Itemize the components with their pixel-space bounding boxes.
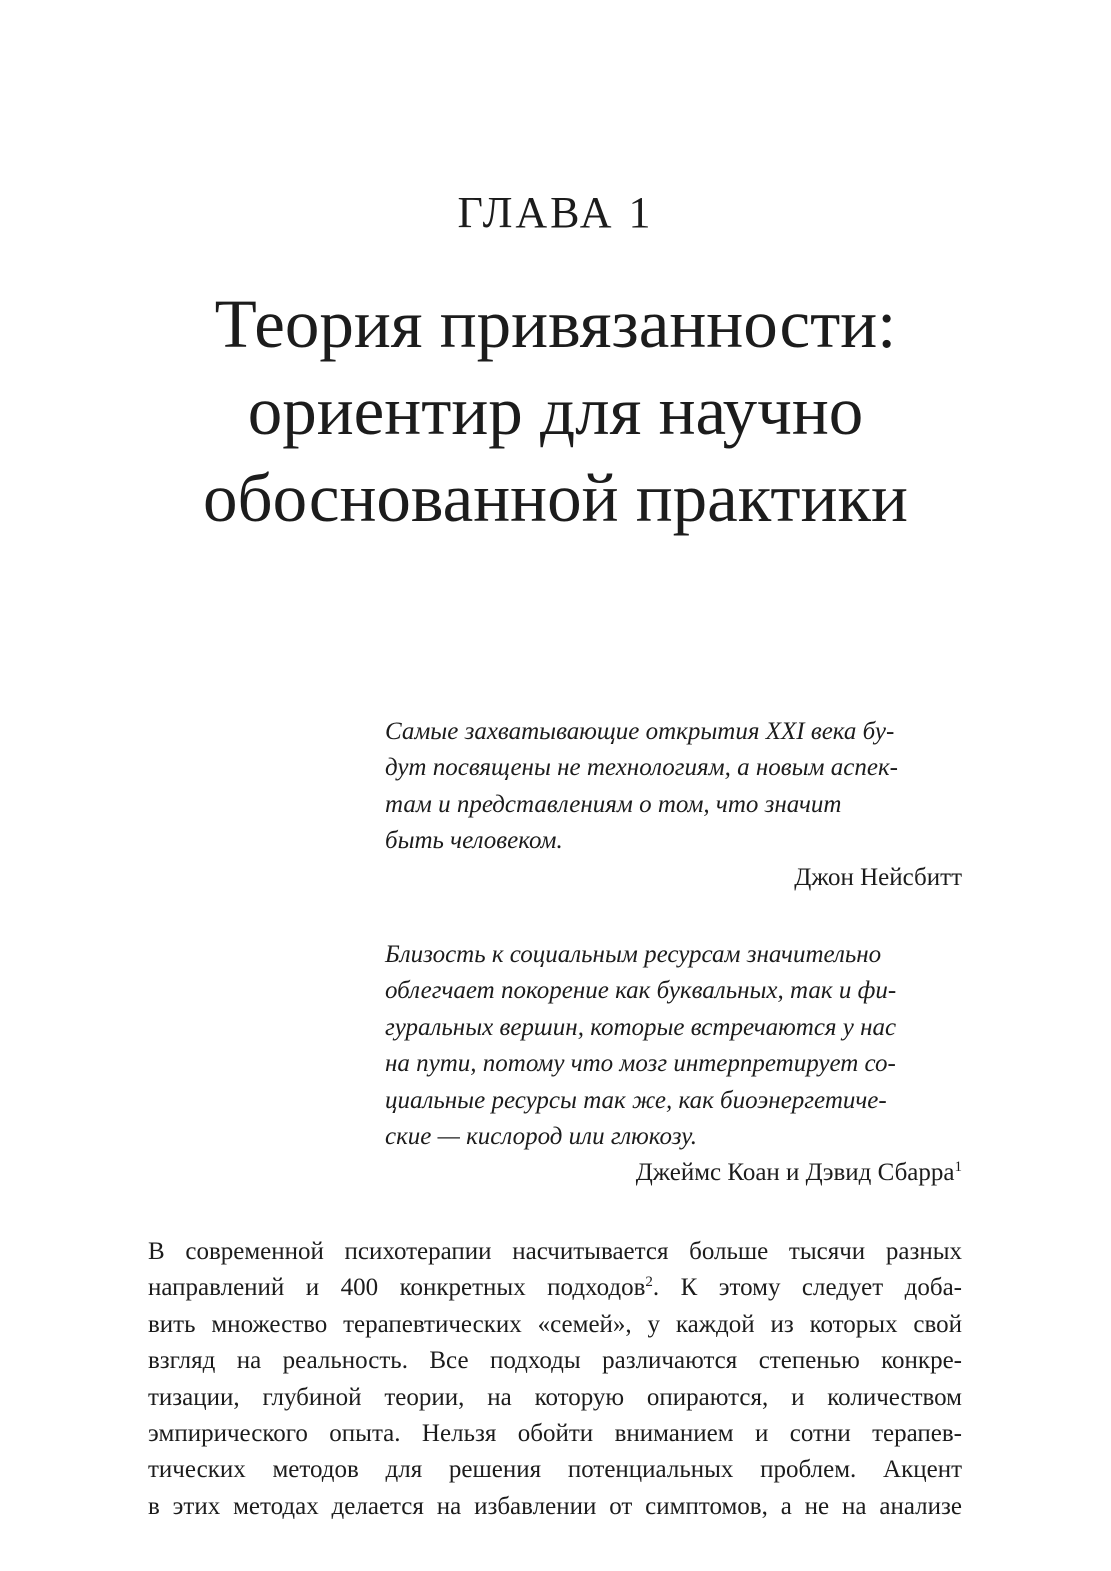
body-text-run: . К этому следует доба- [652, 1274, 962, 1302]
epigraph-author [385, 860, 962, 896]
epigraph-author-name: Джон Нейсбитт [794, 863, 962, 891]
footnote-marker[interactable]: 1 [954, 1159, 962, 1176]
body-line [148, 1270, 962, 1306]
body-line: в этих методах делается на избавлении от симптомов, а не на анализе [148, 1492, 962, 1520]
epigraph-coan-sbarra [385, 937, 962, 1192]
chapter-title [0, 281, 1111, 542]
chapter-title-line: обоснованной практики [203, 460, 908, 536]
chapter-label: ГЛАВА 1 [457, 188, 654, 237]
chapter-title-line: ориентир для научно [247, 373, 864, 449]
epigraph-line: там и представлениям о том, что значит [385, 790, 842, 818]
epigraph-line: Самые захватывающие открытия XXI века бу- [385, 718, 895, 745]
footnote-marker[interactable]: 2 [645, 1274, 653, 1291]
epigraph-author [385, 1155, 962, 1191]
epigraph-line: Близость к социальным ресурсам значительно [385, 941, 882, 968]
epigraph-line: на пути, потому что мозг интерпретирует со- [385, 1050, 896, 1078]
epigraph-line: облегчает покорение как буквальных, так и фи- [385, 977, 897, 1005]
body-line: тических методов для решения потенциальных проблем. Акцент [148, 1456, 962, 1484]
chapter-title-line: Теория привязанности: [214, 286, 897, 362]
body-text-run: направлений и 400 конкретных подходов [148, 1274, 646, 1302]
body-line: вить множество терапевтических «семей», у каждой из которых свой [148, 1310, 962, 1338]
epigraph-line: дут посвящены не технологиям, а новым аспек- [385, 754, 898, 782]
epigraph-line: ские — кислород или глюкозу. [385, 1123, 698, 1151]
epigraph-line: быть человеком. [385, 827, 563, 855]
epigraph-naisbitt [385, 714, 962, 896]
body-paragraph [148, 1234, 962, 1525]
body-line: эмпирического опыта. Нельзя обойти вниманием и сотни терапев- [148, 1420, 962, 1448]
body-line: взгляд на реальность. Все подходы различаются степенью конкре- [148, 1347, 962, 1375]
epigraph-author-name: Джеймс Коан и Дэвид Сбарра [635, 1159, 955, 1187]
epigraph-line: циальные ресурсы так же, как биоэнергетиче- [385, 1086, 887, 1114]
body-line: тизации, глубиной теории, на которую опираются, и количеством [148, 1383, 962, 1411]
epigraph-line: гуральных вершин, которые встречаются у нас [385, 1013, 897, 1041]
body-line: В современной психотерапии насчитывается больше тысячи разных [148, 1238, 962, 1265]
